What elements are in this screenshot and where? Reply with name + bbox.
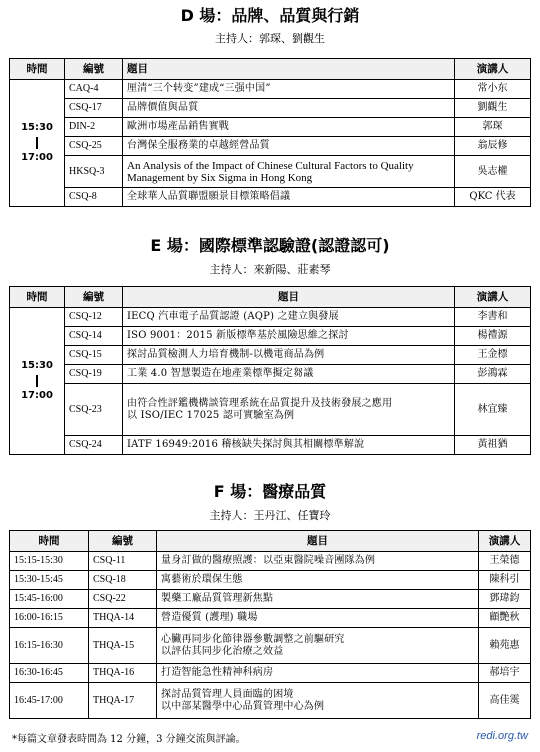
col-header-code: 編號 — [65, 59, 123, 80]
table-row — [10, 628, 531, 664]
table-row — [10, 99, 531, 118]
section-d-header — [0, 6, 540, 46]
paper-topic-line1: 探討品質管理人員面臨的困境 — [161, 688, 294, 700]
time-start: 15:30 — [21, 122, 53, 133]
time-range-cell — [10, 80, 65, 207]
time-slot: 16:30-16:45 — [10, 664, 89, 683]
speaker: 楊禮源 — [455, 327, 531, 346]
table-row — [10, 683, 531, 719]
paper-code: CSQ-17 — [65, 99, 123, 118]
footnote: *每篇文章發表時間為 12 分鐘，3 分鐘交流與評論。 — [12, 734, 246, 745]
table-row — [10, 552, 531, 571]
table-row — [10, 156, 531, 188]
paper-topic: 歐洲市場產品銷售實戰 — [123, 118, 455, 137]
time-slot: 15:30-15:45 — [10, 571, 89, 590]
paper-topic: IATF 16949:2016 稽核缺失探討與其相關標準解說 — [123, 436, 455, 455]
paper-topic — [157, 628, 479, 664]
table-row — [10, 137, 531, 156]
col-header-topic: 題目 — [123, 287, 455, 308]
col-header-speaker: 演講人 — [455, 59, 531, 80]
section-e-title: E 場：國際標準認驗證(認證認可) — [150, 236, 390, 255]
table-row — [10, 590, 531, 609]
paper-code: CSQ-24 — [65, 436, 123, 455]
paper-topic: 製藥工廠品質管理新焦點 — [157, 590, 479, 609]
paper-code: THQA-16 — [89, 664, 157, 683]
paper-topic: 探討品質檢測人力培育機制-以機電商品為例 — [123, 346, 455, 365]
paper-topic-line2: 以 ISO/IEC 17025 認可實驗室為例 — [127, 409, 295, 421]
section-d-host: 主持人：郭琛、劉觀生 — [215, 32, 325, 45]
table-header-row — [10, 59, 531, 80]
table-row — [10, 308, 531, 327]
col-header-speaker: 演講人 — [455, 287, 531, 308]
paper-topic: ISO 9001：2015 新版標準基於風險思維之探討 — [123, 327, 455, 346]
paper-topic — [157, 683, 479, 719]
paper-code: CSQ-19 — [65, 365, 123, 384]
time-end: 17:00 — [21, 390, 53, 401]
speaker: 郭琛 — [455, 118, 531, 137]
table-row — [10, 571, 531, 590]
table-row — [10, 118, 531, 137]
speaker: 黃祖猶 — [455, 436, 531, 455]
paper-topic: 工業 4.0 智慧製造在地產業標準擬定芻議 — [123, 365, 455, 384]
speaker: 常小东 — [455, 80, 531, 99]
paper-topic: An Analysis of the Impact of Chinese Cultural Factors to Quality Management by Six Sigma in Hong Kong — [123, 156, 455, 188]
speaker: 郝培宇 — [479, 664, 531, 683]
time-slot: 15:15-15:30 — [10, 552, 89, 571]
paper-topic-line1: 由符合性評鑑機構談管理系統在品質提升及技術發展之應用 — [127, 397, 393, 409]
paper-code: CSQ-11 — [89, 552, 157, 571]
paper-topic: IECQ 汽車電子品質認證 (AQP) 之建立與發展 — [123, 308, 455, 327]
paper-code: CSQ-23 — [65, 384, 123, 436]
paper-topic-line2: 以評估其同步化治療之效益 — [161, 645, 284, 657]
speaker: 賴苑惠 — [479, 628, 531, 664]
paper-code: CSQ-15 — [65, 346, 123, 365]
section-f-title: F 場：醫療品質 — [213, 482, 327, 501]
table-row — [10, 365, 531, 384]
table-header-row — [10, 531, 531, 552]
paper-code: HKSQ-3 — [65, 156, 123, 188]
table-row — [10, 327, 531, 346]
speaker: 王金標 — [455, 346, 531, 365]
paper-topic: 打造智能急性精神科病房 — [157, 664, 479, 683]
speaker: QKC 代表 — [455, 188, 531, 207]
paper-topic: 全球華人品質聯盟願景目標策略倡議 — [123, 188, 455, 207]
col-header-time: 時間 — [10, 59, 65, 80]
time-divider — [36, 137, 38, 149]
col-header-time: 時間 — [10, 531, 89, 552]
paper-code: THQA-15 — [89, 628, 157, 664]
time-start: 15:30 — [21, 360, 53, 371]
section-f-header — [0, 482, 540, 523]
paper-topic: 營造優質 (護理) 職場 — [157, 609, 479, 628]
speaker: 彭鴻霖 — [455, 365, 531, 384]
col-header-time: 時間 — [10, 287, 65, 308]
section-d-title: D 場：品牌、品質與行銷 — [180, 6, 360, 25]
time-range-cell — [10, 308, 65, 455]
time-slot: 16:45-17:00 — [10, 683, 89, 719]
col-header-code: 編號 — [65, 287, 123, 308]
paper-code: THQA-17 — [89, 683, 157, 719]
paper-topic-line2: 以中部某醫學中心品質管理中心為例 — [161, 700, 325, 712]
section-e-header — [0, 236, 540, 277]
table-row — [10, 436, 531, 455]
table-row — [10, 664, 531, 683]
col-header-topic: 題目 — [157, 531, 479, 552]
speaker: 吳志權 — [455, 156, 531, 188]
time-slot: 15:45-16:00 — [10, 590, 89, 609]
table-header-row — [10, 287, 531, 308]
speaker: 林宜臻 — [455, 384, 531, 436]
table-row — [10, 384, 531, 436]
section-d-table — [9, 58, 531, 207]
speaker: 翁辰修 — [455, 137, 531, 156]
paper-topic-line1: 心臟再同步化節律器參數調整之前驅研究 — [161, 633, 345, 645]
table-row — [10, 80, 531, 99]
paper-code: THQA-14 — [89, 609, 157, 628]
paper-code: CSQ-12 — [65, 308, 123, 327]
section-e-table — [9, 286, 531, 455]
paper-topic: 台灣保全服務業的卓越經營品質 — [123, 137, 455, 156]
paper-code: CAQ-4 — [65, 80, 123, 99]
time-divider — [36, 375, 38, 387]
speaker: 王榮德 — [479, 552, 531, 571]
site-watermark: redi.org.tw — [476, 730, 528, 742]
paper-topic: 量身訂做的醫療照護：以亞東醫院噪音團隊為例 — [157, 552, 479, 571]
section-f-table — [9, 530, 531, 719]
speaker: 鄧瑋鈞 — [479, 590, 531, 609]
table-row — [10, 609, 531, 628]
section-f-host: 主持人：王丹江、任寶玲 — [209, 509, 331, 522]
paper-code: CSQ-8 — [65, 188, 123, 207]
col-header-code: 編號 — [89, 531, 157, 552]
speaker: 高佳霙 — [479, 683, 531, 719]
paper-topic: 品牌價值與品質 — [123, 99, 455, 118]
col-header-topic: 題目 — [123, 59, 455, 80]
paper-code: CSQ-18 — [89, 571, 157, 590]
time-slot: 16:15-16:30 — [10, 628, 89, 664]
paper-code: CSQ-22 — [89, 590, 157, 609]
speaker: 顧艷秋 — [479, 609, 531, 628]
paper-code: CSQ-14 — [65, 327, 123, 346]
paper-topic — [123, 384, 455, 436]
speaker: 李書和 — [455, 308, 531, 327]
time-slot: 16:00-16:15 — [10, 609, 89, 628]
paper-topic: 厘清“三个转变”建成“三强中国” — [123, 80, 455, 99]
time-end: 17:00 — [21, 152, 53, 163]
speaker: 劉觀生 — [455, 99, 531, 118]
speaker: 陳科引 — [479, 571, 531, 590]
col-header-speaker: 演講人 — [479, 531, 531, 552]
paper-topic: 寓藝術於環保生態 — [157, 571, 479, 590]
paper-code: DIN-2 — [65, 118, 123, 137]
section-e-host: 主持人：來新陽、莊素琴 — [209, 263, 331, 276]
paper-code: CSQ-25 — [65, 137, 123, 156]
table-row — [10, 188, 531, 207]
table-row — [10, 346, 531, 365]
